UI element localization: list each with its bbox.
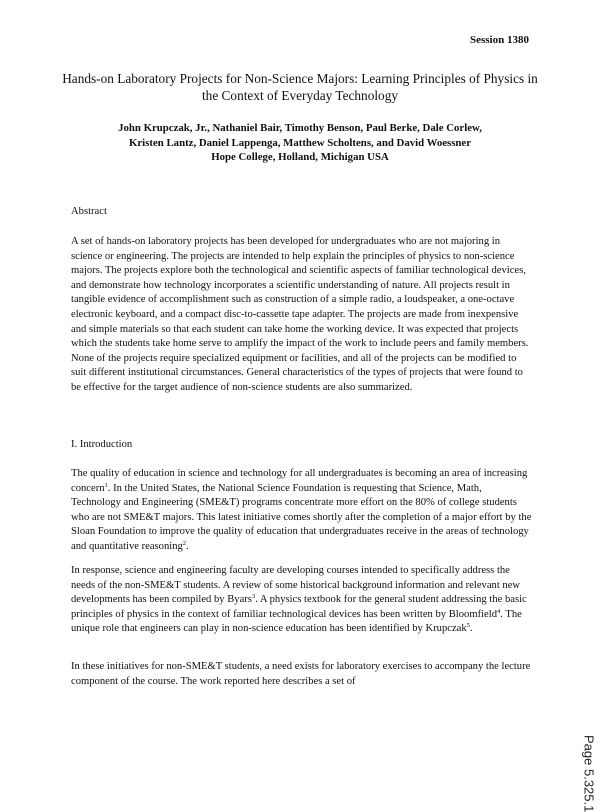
author-block (70, 121, 530, 165)
citation-5: 5 (466, 622, 470, 630)
intro-paragraph-3: In these initiatives for non-SME&T students, a need exists for laboratory exercises to accompany the lecture component of the course. The work reported here describes a set of (71, 661, 531, 687)
section-heading-introduction: I. Introduction (71, 439, 133, 450)
intro-paragraph-2: In response, science and engineering faculty are developing courses intended to specifically address the needs of the non-SME&T students. A review of some historical background information and relevant new developments has been compiled by Byars$^3$. A physics textbook for the general student addressing the basic principles of physics in the context of familiar technological devices has been written by Bloomfield$^4$. The unique role that engineers can play in non-science education has been identified by Krupczak$^5$. (71, 565, 527, 635)
authors-line-2: Kristen Lantz, Daniel Lappenga, Matthew Scholtens, and David Woessner (128, 136, 472, 149)
citation-4: 4 (497, 607, 501, 615)
paper-title: Hands-on Laboratory Projects for Non-Science Majors: Learning Principles of Physics in the Context of Everyday Technology (62, 71, 538, 103)
citation-1: 1 (104, 481, 108, 489)
abstract-paragraph: A set of hands-on laboratory projects has been developed for undergraduates who are not majoring in science or engineering. The projects are intended to help explain the principles of physics to non-science majors. The projects explore both the technological and scientific aspects of familiar technological devices, and demonstrate how technology incorporates a scientific understanding of nature. All projects result in tangible evidence of accomplishment such as construction of a simple radio, a loudspeaker, a one-octave electronic keyboard, and a compact disc-to-cassette tape adapter. The projects are made from inexpensive and simple materials so that each student can take home the working device. It was expected that projects which the students take home serve to amplify the impact of the work to include peers and family members. None of the projects require specialized equipment or facilities, and all of the projects can be modified to suit different institutional circumstances. General characteristics of the types of projects that were found to be effective for the target audience of non-science students are also summarized. (71, 236, 529, 393)
session-label: Session 1380 (470, 34, 529, 46)
affiliation: Hope College, Holland, Michigan USA (211, 151, 389, 163)
authors-line-1: John Krupczak, Jr., Nathaniel Bair, Timothy Benson, Paul Berke, Dale Corlew, (118, 122, 482, 134)
page-number: Page 5.325.1 (581, 735, 596, 812)
citation-3: 3 (251, 593, 256, 601)
abstract-heading: Abstract (71, 206, 107, 217)
citation-2: 2 (182, 539, 187, 547)
intro-paragraph-1: The quality of education in science and technology for all undergraduates is becoming an area of increasing concern$^1$. In the United States, the National Science Foundation is requesting that Science, Math, Technology and Engineering (SME&T) programs concentrate more effort on the 80% of college students who are not SME&T majors. This latest initiative comes shortly after the completion of a major effort by the Sloan Foundation to improve the quality of education that undergraduates receive in the areas of technology and quantitative reasoning$^2$. (71, 468, 532, 552)
